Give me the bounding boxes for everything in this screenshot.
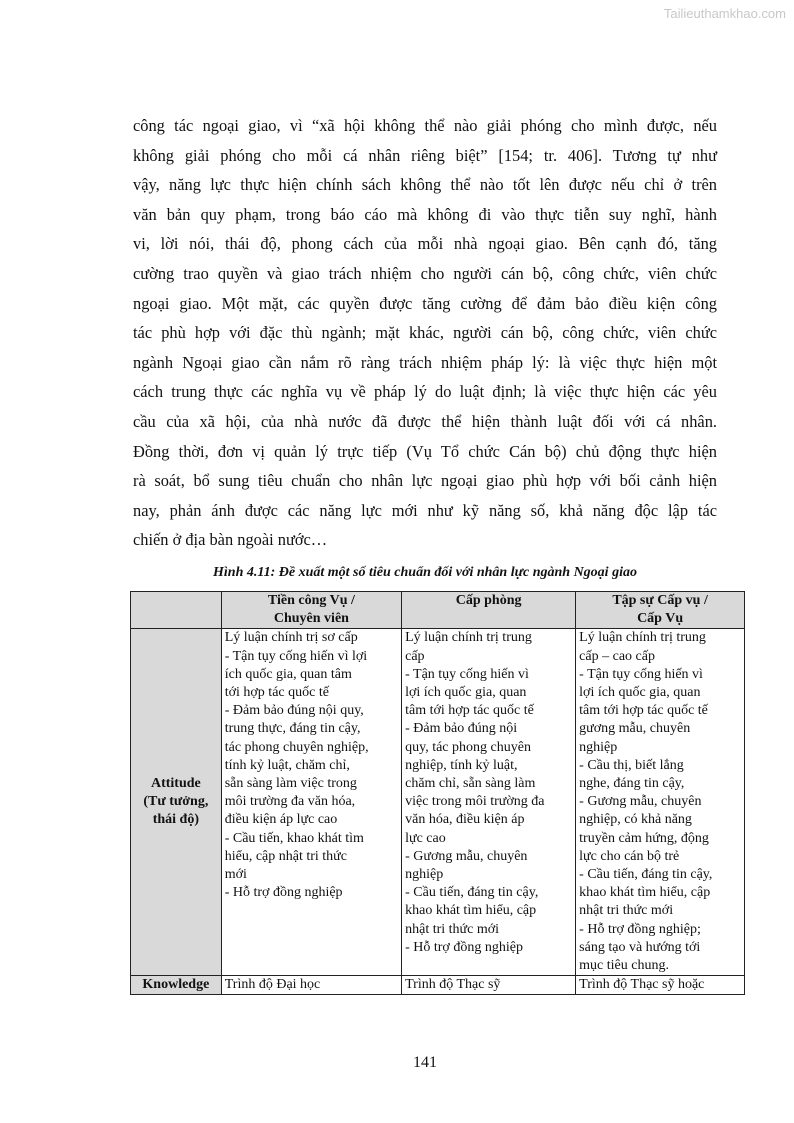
header-line: Cấp Vụ	[637, 611, 684, 627]
cell-line: - Đảm bảo đúng nội quy,	[224, 703, 364, 719]
cell-line: chăm chỉ, sẵn sàng làm	[405, 776, 536, 792]
paragraph-line: chiến ở địa bàn ngoài nước…	[133, 530, 328, 550]
criteria-table	[130, 591, 745, 995]
cell-line: nghiệp, tính kỷ luật,	[405, 757, 518, 773]
cell-line: - Tận tụy cống hiến vì	[405, 666, 529, 682]
header-line: Cấp phòng	[455, 593, 522, 608]
table-row	[131, 629, 745, 976]
cell-line: Lý luận chính trị sơ cấp	[224, 630, 358, 646]
figure-caption: Hình 4.11: Đề xuất một số tiêu chuẩn đối với nhân lực ngành Ngoại giao	[213, 565, 637, 580]
paragraph-line: văn bản quy phạm, trong báo cáo mà không đi vào thực tiễn suy nghĩ, hành	[133, 204, 717, 224]
cell-line: môi trường đa văn hóa,	[224, 794, 356, 810]
paragraph-line: tác phù hợp với đặc thù ngành; mặt khác, người cán bộ, công chức, viên chức	[133, 323, 717, 343]
table-corner-cell	[131, 592, 222, 629]
table-cell	[221, 976, 401, 995]
table-cell	[576, 976, 745, 995]
table-row	[131, 976, 745, 995]
header-line: Chuyên viên	[273, 611, 349, 627]
paragraph-line: vậy, năng lực thực hiện chính sách không thể nào tốt lên được nếu chỉ ở trên	[133, 175, 717, 195]
page-number: 141	[413, 1054, 437, 1071]
paragraph-line: Đồng thời, đơn vị quản lý trực tiếp (Vụ Tổ chức Cán bộ) chủ động thực hiện	[133, 441, 717, 461]
paragraph-line: vi, lời nói, thái độ, phong cách của mỗi nhà ngoại giao. Bên cạnh đó, tăng	[133, 234, 717, 254]
cell-line: Trình độ Thạc sỹ	[405, 977, 501, 993]
cell-line: - Hỗ trợ đồng nghiệp	[405, 939, 523, 955]
cell-line: Trình độ Đại học	[224, 977, 321, 993]
cell-line: nghiệp	[579, 739, 618, 755]
body-paragraph	[133, 111, 717, 555]
cell-line: mới	[224, 867, 247, 883]
cell-line: lực cho cán bộ trẻ	[579, 848, 680, 864]
header-cell	[576, 592, 745, 629]
cell-line: - Đảm bảo đúng nội	[405, 721, 518, 737]
cell-line: - Cầu thị, biết lắng	[579, 757, 684, 773]
cell-line: - Hỗ trợ đồng nghiệp;	[579, 921, 701, 937]
cell-line: khao khát tìm hiểu, cập	[405, 903, 537, 919]
paragraph-line: nay, phản ánh được các năng lực mới như kỹ năng số, khả năng độc lập tác	[133, 500, 717, 520]
cell-line: trung thực, đáng tin cậy,	[224, 721, 361, 737]
cell-line: hiểu, cập nhật tri thức	[224, 848, 347, 864]
cell-line: khao khát tìm hiểu, cập	[579, 885, 711, 901]
cell-line: nhật tri thức mới	[405, 921, 500, 937]
paragraph-line: ngành Ngoại giao cần nắm rõ ràng trách nhiệm pháp lý: là việc thực hiện một	[133, 352, 717, 372]
cell-line: điều kiện áp lực cao	[224, 812, 338, 828]
watermark: Tailieuthamkhao.com	[663, 6, 786, 21]
cell-line: tính kỷ luật, chăm chỉ,	[224, 757, 350, 773]
cell-line: - Cầu tiến, khao khát tìm	[224, 830, 364, 846]
paragraph-line: không giải phóng cho mỗi cá nhân riêng biệt” [154; tr. 406]. Tương tự như	[133, 145, 717, 165]
cell-line: ích quốc gia, quan tâm	[224, 666, 352, 682]
cell-line: văn hóa, điều kiện áp	[405, 812, 525, 828]
row-label-line: (Tư tưởng,	[143, 794, 209, 810]
row-label-line: Knowledge	[142, 977, 210, 993]
cell-line: lợi ích quốc gia, quan	[405, 685, 527, 701]
cell-line: - Gương mẫu, chuyên	[405, 848, 528, 864]
table-cell	[402, 976, 576, 995]
cell-line: tác phong chuyên nghiệp,	[224, 739, 369, 755]
cell-line: - Hỗ trợ đồng nghiệp	[224, 885, 343, 901]
cell-line: nghiệp	[405, 867, 444, 883]
cell-line: nghiệp, có khả năng	[579, 812, 692, 828]
cell-line: - Tận tụy cống hiến vì	[579, 666, 703, 682]
row-label-knowledge	[131, 976, 222, 995]
cell-line: - Cầu tiến, đáng tin cậy,	[405, 885, 539, 901]
cell-line: lực cao	[405, 830, 446, 846]
cell-line: sẵn sàng làm việc trong	[224, 776, 357, 792]
cell-line: mục tiêu chung.	[579, 958, 669, 974]
cell-line: cấp	[405, 648, 425, 664]
cell-line: nghe, đáng tin cậy,	[579, 776, 685, 792]
cell-line: - Tận tụy cống hiến vì lợi	[224, 648, 368, 664]
paragraph-line: cách trung thực các nghĩa vụ về pháp lý do luật định; là việc thực hiện các yêu	[133, 382, 717, 402]
row-label-line: Attitude	[150, 776, 201, 792]
paragraph-line: rà soát, bổ sung tiêu chuẩn cho nhân lực ngoại giao phù hợp với bối cảnh hiện	[133, 471, 717, 491]
cell-line: quy, tác phong chuyên	[405, 739, 531, 755]
cell-line: cấp – cao cấp	[579, 648, 655, 664]
cell-line: sáng tạo và hướng tới	[579, 939, 701, 955]
cell-line: tâm tới hợp tác quốc tế	[405, 703, 534, 719]
cell-line: Lý luận chính trị trung	[405, 630, 532, 646]
cell-line: lợi ích quốc gia, quan	[579, 685, 701, 701]
cell-line: - Cầu tiến, đáng tin cậy,	[579, 867, 713, 883]
row-label-attitude	[131, 629, 222, 976]
header-cell	[402, 592, 576, 629]
cell-line: gương mẫu, chuyên	[579, 721, 691, 737]
table-cell	[576, 629, 745, 976]
table-cell	[221, 629, 401, 976]
cell-line: - Gương mẫu, chuyên	[579, 794, 702, 810]
header-line: Tiền công Vụ /	[267, 593, 355, 608]
header-cell	[221, 592, 401, 629]
cell-line: tới hợp tác quốc tế	[224, 685, 329, 701]
cell-line: việc trong môi trường đa	[405, 794, 545, 810]
paragraph-line: cầu của xã hội, của nhà nước đã được thể hiện thành luật đối với cá nhân.	[133, 411, 717, 431]
header-line: Tập sự Cấp vụ /	[612, 593, 708, 608]
cell-line: tâm tới hợp tác quốc tế	[579, 703, 708, 719]
cell-line: Trình độ Thạc sỹ hoặc	[579, 977, 705, 993]
cell-line: nhật tri thức mới	[579, 903, 674, 919]
row-label-line: thái độ)	[152, 812, 199, 828]
paragraph-line: công tác ngoại giao, vì “xã hội không thể nào giải phóng cho mình được, nếu	[133, 116, 717, 135]
paragraph-line: ngoại giao. Một mặt, các quyền được tăng cường để đảm bảo điều kiện công	[133, 293, 717, 313]
cell-line: Lý luận chính trị trung	[579, 630, 706, 646]
table-cell	[402, 629, 576, 976]
table-header-row	[131, 592, 745, 629]
paragraph-line: cường trao quyền và giao trách nhiệm cho người cán bộ, công chức, viên chức	[133, 263, 717, 283]
cell-line: truyền cảm hứng, động	[579, 830, 709, 846]
